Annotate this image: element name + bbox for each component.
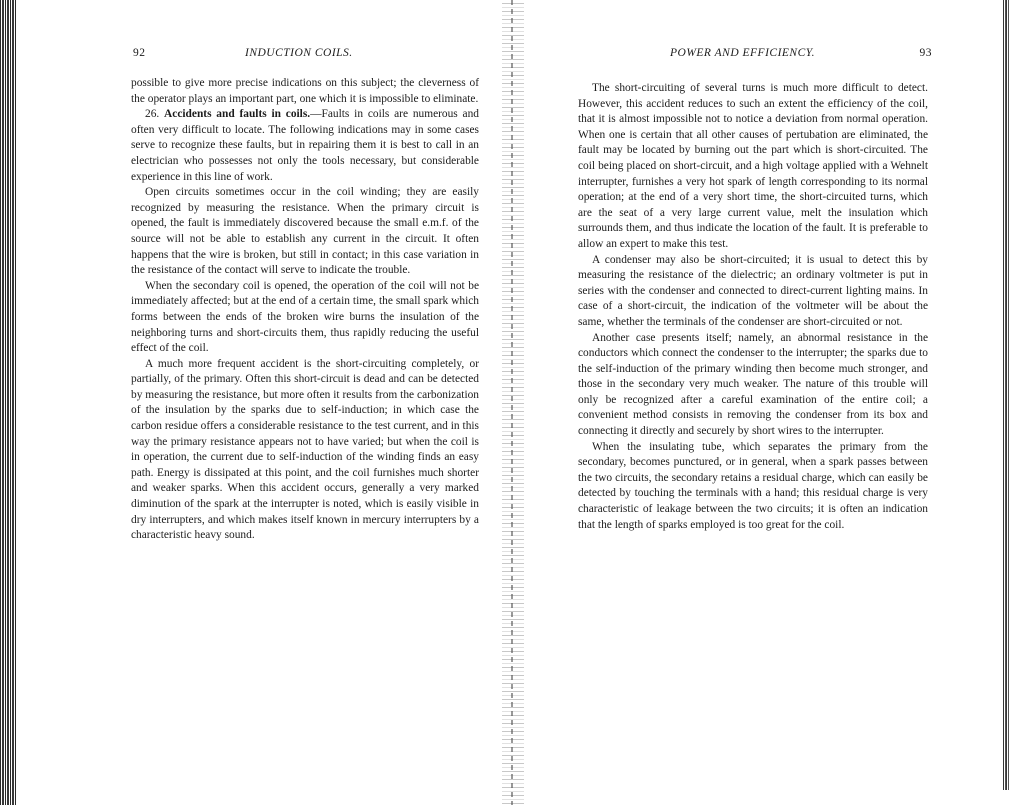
right-running-title: POWER AND EFFICIENCY.	[670, 47, 815, 59]
right-page-number: 93	[919, 47, 932, 59]
section-heading: Accidents and faults in coils.	[164, 108, 311, 121]
section-body: Faults in coils are numerous and often very difficult to locate. The following indications may in some cases serve to recognize these faults, but in repairing them it is best to call in an electrician who possesses not only the tools necessary, but considerable experience in this line of work.	[131, 108, 479, 183]
section-dash: —	[310, 108, 322, 121]
right-running-head	[578, 47, 932, 63]
left-page-edge-shadow	[0, 0, 16, 805]
paragraph: The short-circuiting of several turns is much more difficult to detect. However, this accident reduces to such an extent the efficiency of the coil, that it is almost impossible not to notice a deviation from normal operation. When one is certain that all other causes of pertubation are eliminated, the fault may be located by burning out the part which is short-circuited. The coil being placed on short-circuit, and a high voltage applied with a Wehnelt interrupter, furnishes a very hot spark of length corresponding to its normal operation; at the end of a very short time, the short-circuited turns, which are the seat of a very large current value, melt the insulation which surrounds them, and thus indicate the location of the fault. It is preferable to allow an expert to make this test.	[578, 82, 928, 250]
paragraph: A much more frequent accident is the short-circuiting completely, or partially, of the primary. Often this short-circuit is dead and can be detected by measuring the resistance, but more often it results from the carbonization of the insulation by the sparks due to self-induction; in which case the carbon residue offers a considerable resistance to the test current, and in this way the primary resistance appears not to have varied; but when the coil is in operation, the current due to self-induction of the winding finds an easy path. Energy is dissipated at this point, and the coil furnishes much shorter and weaker sparks. When this accident occurs, generally a very marked diminution of the spark at the interrupter is noted, which is easily visible in dry interrupters, and which makes itself known in mercury interrupters by a characteristic heavy sound.	[131, 357, 479, 542]
left-page-number: 92	[133, 47, 146, 59]
left-body-text	[131, 76, 479, 544]
paragraph: When the insulating tube, which separates the primary from the secondary, becomes punctured, or in general, when a spark passes between the two circuits, the secondary retains a residual charge, which can easily be detected by touching the terminals with a hand; this residual charge is very characteristic of leakage between the two circuits; it is often an indication that the length of sparks employed is too great for the coil.	[578, 440, 928, 531]
paragraph: When the secondary coil is opened, the operation of the coil will not be immediately affected; but at the end of a certain time, the small spark which forms between the ends of the broken wire burns the insulation of the neighboring turns and short-circuits them, thus rapidly reducing the useful effect of the coil.	[131, 279, 479, 355]
section-paragraph	[131, 107, 479, 185]
paragraph: A condenser may also be short-circuited; it is usual to detect this by measuring the resistance of the dielectric; an ordinary voltmeter is put in series with the condenser and connected to direct-current lighting mains. In case of a short-circuit, the indication of the voltmeter will be about the same, whether the terminals of the condenser are short-circuited or not.	[578, 253, 928, 328]
book-gutter	[502, 0, 524, 805]
paragraph: possible to give more precise indications on this subject; the cleverness of the operator plays an important part, one which it is impossible to eliminate.	[131, 77, 479, 105]
section-number: 26.	[145, 108, 160, 121]
paragraph: Open circuits sometimes occur in the coil winding; they are easily recognized by measuring the resistance. When the primary circuit is opened, the fault is immediately discovered because the small e.m.f. of the source will not be able to establish any current in the circuit. It often happens that the wire is broken, but still in contact; in this case variation in the resistance of the contact will serve to indicate the trouble.	[131, 186, 479, 277]
right-body-text	[578, 81, 928, 533]
gutter-binding-line	[511, 0, 513, 805]
left-running-head	[131, 47, 479, 63]
paragraph: Another case presents itself; namely, an abnormal resistance in the conductors which connect the condenser to the interrupter; the sparks due to the self-induction of the primary winding then become much stronger, and those in the secondary very much weaker. The nature of this trouble will only be recognized after a careful examination of the entire coil; a convenient method consists in removing the condenser from its box and connecting it directly and securely by short wires to the interrupter.	[578, 331, 928, 438]
left-running-title: INDUCTION COILS.	[245, 47, 353, 59]
right-page-edge-shadow	[1003, 0, 1009, 790]
